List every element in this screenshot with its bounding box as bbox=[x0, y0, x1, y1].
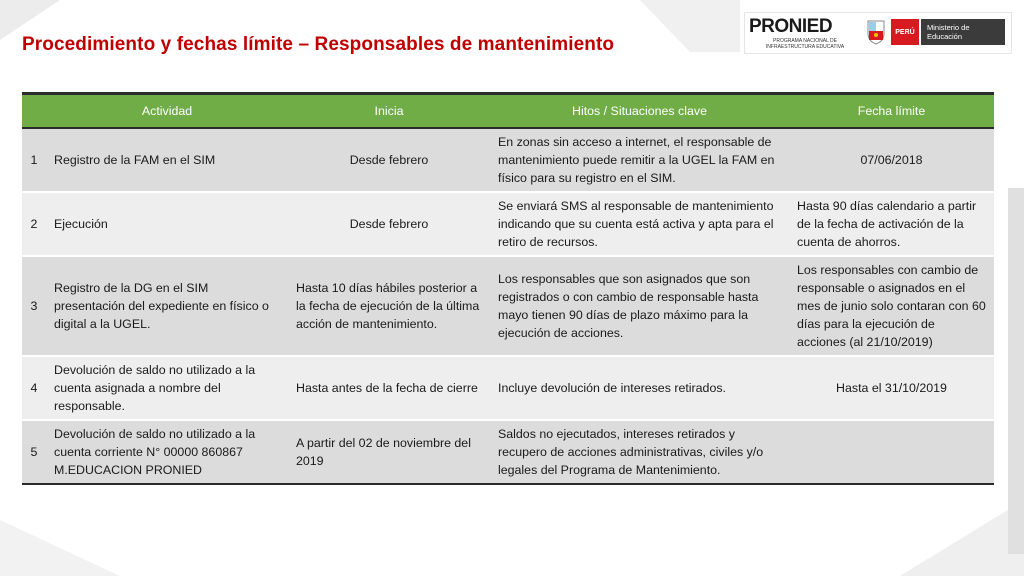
header-logos bbox=[744, 12, 1012, 54]
cell-actividad: Registro de la FAM en el SIM bbox=[46, 128, 288, 192]
cell-fecha-limite bbox=[789, 420, 994, 484]
cell-fecha-limite: Los responsables con cambio de responsable o asignados en el mes de junio solo contaran con 60 días para la ejecución de acciones (al 21/10/2019) bbox=[789, 256, 994, 356]
ministerio-badge: Ministerio de Educación bbox=[921, 19, 1005, 45]
table-row bbox=[22, 420, 994, 484]
cell-hitos: Se enviará SMS al responsable de mantenimiento indicando que su cuenta está activa y apta para el retiro de recursos. bbox=[490, 192, 789, 256]
row-number: 4 bbox=[22, 356, 46, 420]
cell-actividad: Registro de la DG en el SIM presentación del expediente en físico o digital a la UGEL. bbox=[46, 256, 288, 356]
cell-actividad: Devolución de saldo no utilizado a la cuenta corriente N° 00000 860867 M.EDUCACION PRONIED bbox=[46, 420, 288, 484]
cell-hitos: Incluye devolución de intereses retirados. bbox=[490, 356, 789, 420]
cell-fecha-limite: 07/06/2018 bbox=[789, 128, 994, 192]
header-hitos: Hitos / Situaciones clave bbox=[490, 94, 789, 129]
cell-hitos: En zonas sin acceso a internet, el responsable de mantenimiento puede remitir a la UGEL la FAM en físico para su registro en el SIM. bbox=[490, 128, 789, 192]
cell-hitos: Los responsables que son asignados que son registrados o con cambio de responsable hasta mayo tienen 90 días de plazo máximo para la ejecución de acciones. bbox=[490, 256, 789, 356]
cell-inicia: Desde febrero bbox=[288, 192, 490, 256]
deadlines-table bbox=[22, 92, 994, 485]
peru-coat-of-arms-icon bbox=[865, 19, 887, 45]
cell-inicia: Hasta antes de la fecha de cierre bbox=[288, 356, 490, 420]
table-row bbox=[22, 356, 994, 420]
header-number bbox=[22, 94, 46, 129]
row-number: 2 bbox=[22, 192, 46, 256]
header-actividad: Actividad bbox=[46, 94, 288, 129]
cell-inicia: Hasta 10 días hábiles posterior a la fecha de ejecución de la última acción de mantenimiento. bbox=[288, 256, 490, 356]
cell-fecha-limite: Hasta el 31/10/2019 bbox=[789, 356, 994, 420]
row-number: 5 bbox=[22, 420, 46, 484]
table-row bbox=[22, 192, 994, 256]
header-inicia: Inicia bbox=[288, 94, 490, 129]
cell-fecha-limite: Hasta 90 días calendario a partir de la fecha de activación de la cuenta de ahorros. bbox=[789, 192, 994, 256]
cell-inicia: A partir del 02 de noviembre del 2019 bbox=[288, 420, 490, 484]
table-row bbox=[22, 128, 994, 192]
table-row bbox=[22, 256, 994, 356]
cell-actividad: Ejecución bbox=[46, 192, 288, 256]
page-title: Procedimiento y fechas límite – Responsables de mantenimiento bbox=[22, 34, 615, 55]
row-number: 1 bbox=[22, 128, 46, 192]
cell-inicia: Desde febrero bbox=[288, 128, 490, 192]
cell-actividad: Devolución de saldo no utilizado a la cuenta asignada a nombre del responsable. bbox=[46, 356, 288, 420]
right-edge-strip bbox=[1008, 188, 1024, 554]
row-number: 3 bbox=[22, 256, 46, 356]
pronied-subtitle: PROGRAMA NACIONAL DE INFRAESTRUCTURA EDUCATIVA bbox=[765, 38, 845, 50]
deadlines-table-container bbox=[22, 92, 994, 485]
pronied-logo: PRONIED bbox=[749, 16, 833, 37]
cell-hitos: Saldos no ejecutados, intereses retirados y recupero de acciones administrativas, civiles y/o legales del Programa de Mantenimiento. bbox=[490, 420, 789, 484]
header-fecha-limite: Fecha límite bbox=[789, 94, 994, 129]
table-header-row bbox=[22, 94, 994, 129]
peru-badge: PERÚ bbox=[891, 19, 919, 45]
